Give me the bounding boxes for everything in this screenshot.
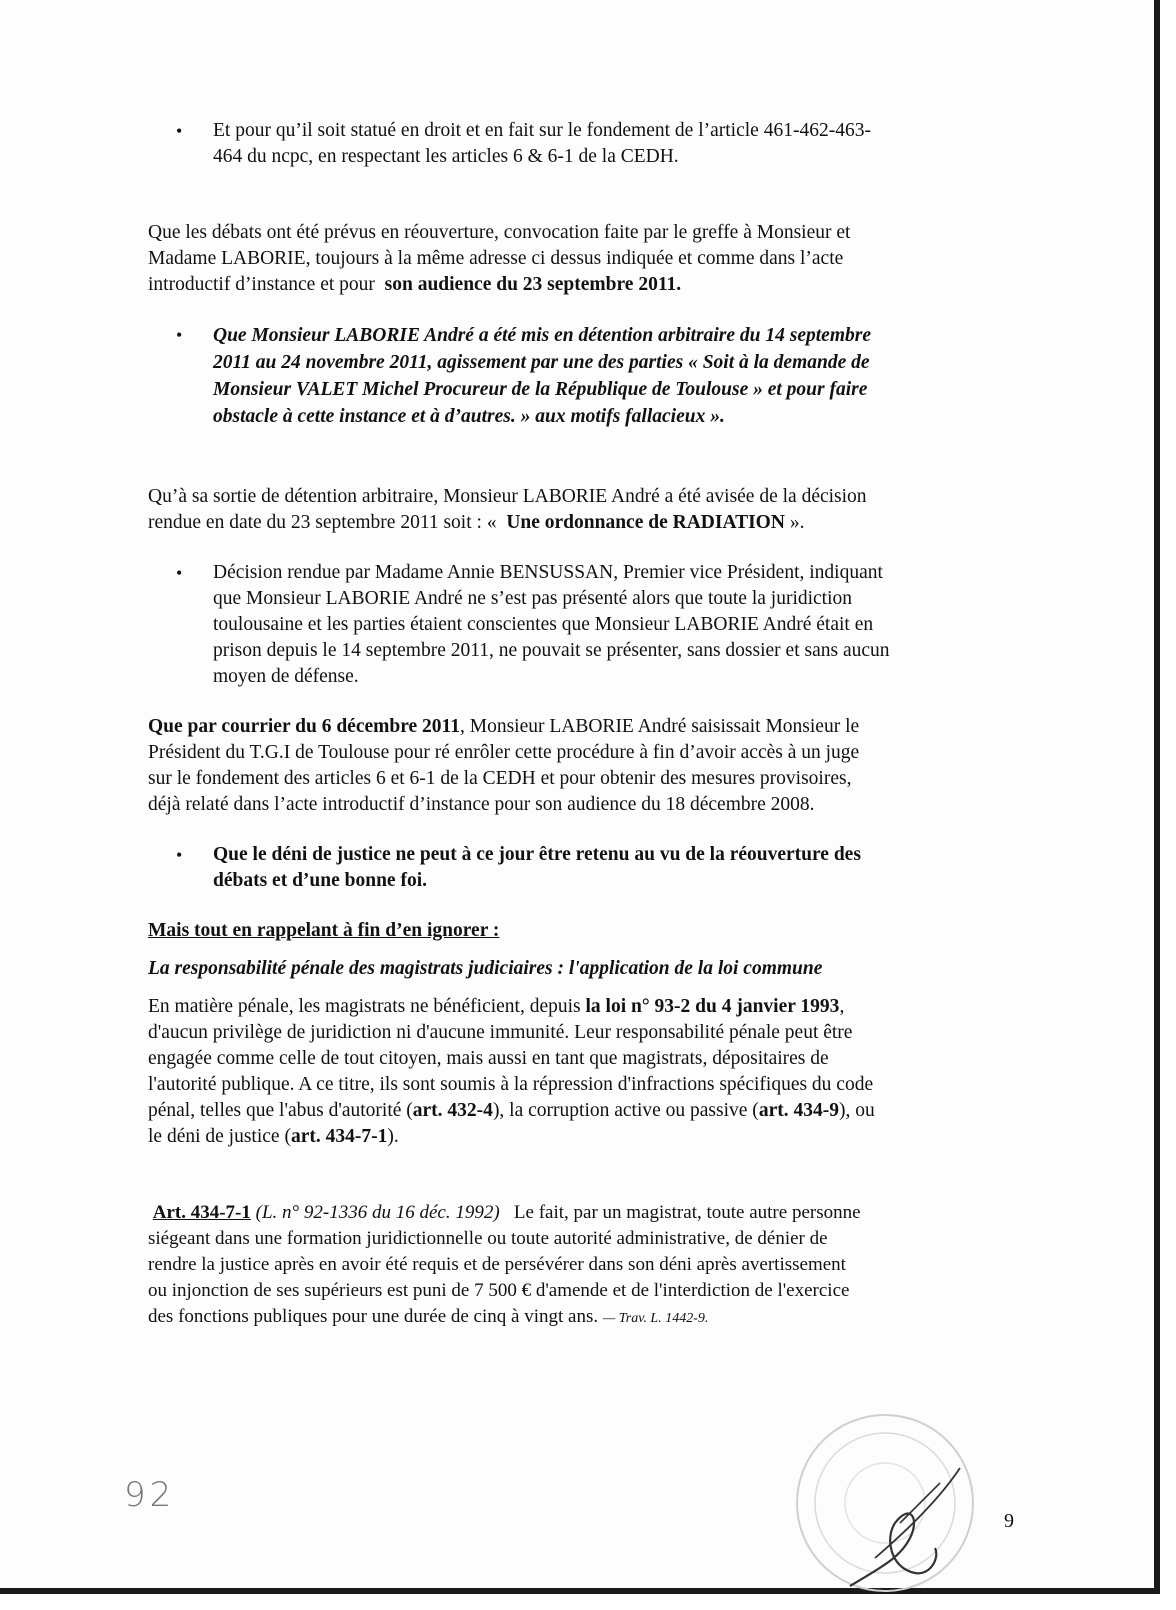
- trav-reference: — Trav. L. 1442-9.: [602, 1311, 709, 1326]
- text-line: 464 du ncpc, en respectant les articles 6 & 6-1 de la CEDH.: [213, 146, 679, 167]
- text-line: Que par courrier du 6 décembre 2011, Monsieur LABORIE André saisissait Monsieur le: [148, 716, 860, 737]
- text-line: déjà relaté dans l’acte introductif d’instance pour son audience du 18 décembre 2008.: [148, 794, 815, 815]
- text-line: débats et d’une bonne foi.: [213, 870, 427, 891]
- text-line: En matière pénale, les magistrats ne bénéficient, depuis la loi n° 93-2 du 4 janvier 1993,: [148, 996, 845, 1017]
- text-line: Président du T.G.I de Toulouse pour ré enrôler cette procédure à fin d’avoir accès à un juge: [148, 742, 860, 763]
- page-content: [148, 118, 1014, 1332]
- text-line: Que Monsieur LABORIE André a été mis en détention arbitraire du 14 septembre: [213, 325, 871, 346]
- text-line: d'aucun privilège de juridiction ni d'aucune immunité. Leur responsabilité pénale peut être: [148, 1022, 853, 1043]
- text-line: Que les débats ont été prévus en réouverture, convocation faite par le greffe à Monsieur et: [148, 222, 851, 243]
- paragraph-matiere-penale: [148, 994, 1014, 1150]
- text-line: Art. 434-7-1 (L. n° 92-1336 du 16 déc. 1992) Le fait, par un magistrat, toute autre personne: [152, 1202, 861, 1223]
- paragraph-article-434-7-1: [148, 1200, 1014, 1332]
- text-line: siégeant dans une formation juridictionnelle ou toute autorité administrative, de dénier de: [148, 1228, 828, 1249]
- article-reference: Art. 434-7-1: [152, 1202, 251, 1223]
- bold-text: la loi n° 93-2 du 4 janvier 1993: [585, 996, 840, 1017]
- bullet-icon: •: [176, 845, 183, 865]
- text-line: des fonctions publiques pour une durée de cinq à vingt ans. — Trav. L. 1442-9.: [148, 1306, 709, 1327]
- stamp-signature-icon: [790, 1408, 990, 1608]
- text-line: Que le déni de justice ne peut à ce jour être retenu au vu de la réouverture des: [213, 844, 861, 865]
- bullet-item-deni: [148, 842, 1014, 894]
- section-subheading: La responsabilité pénale des magistrats judiciaires : l'application de la loi commune: [148, 958, 823, 979]
- text-line: le déni de justice (art. 434-7-1).: [148, 1126, 399, 1147]
- text-line: sur le fondement des articles 6 et 6-1 de la CEDH et pour obtenir des mesures provisoires,: [148, 768, 852, 789]
- text-line: introductif d’instance et pour son audience du 23 septembre 2011.: [148, 274, 682, 295]
- bullet-icon: •: [176, 121, 183, 141]
- section-heading: Mais tout en rappelant à fin d’en ignorer :: [148, 920, 500, 941]
- text-line: toulousaine et les parties étaient conscientes que Monsieur LABORIE André était en: [213, 614, 874, 635]
- bullet-item-detention: [148, 322, 1014, 430]
- bullet-item-decision: [148, 560, 1014, 690]
- text-line: 2011 au 24 novembre 2011, agissement par une des parties « Soit à la demande de: [213, 352, 870, 373]
- paragraph-debats: [148, 220, 1014, 298]
- page-number: 9: [1004, 1510, 1014, 1532]
- text-line: rendre la justice après en avoir été requis et de persévérer dans son déni après avertissement: [148, 1254, 846, 1275]
- text-line: obstacle à cette instance et à d’autres. » aux motifs fallacieux ».: [213, 406, 725, 427]
- text-line: que Monsieur LABORIE André ne s’est pas présenté alors que toute la juridiction: [213, 588, 853, 609]
- text-line: engagée comme celle de tout citoyen, mais aussi en tant que magistrats, dépositaires de: [148, 1048, 829, 1069]
- text-line: Madame LABORIE, toujours à la même adresse ci dessus indiquée et comme dans l’acte: [148, 248, 844, 269]
- text-line: Monsieur VALET Michel Procureur de la République de Toulouse » et pour faire: [213, 379, 868, 400]
- bold-text: Une ordonnance de RADIATION: [506, 512, 785, 533]
- bullet-icon: •: [176, 325, 183, 345]
- bold-text: Que par courrier du 6 décembre 2011: [148, 716, 460, 737]
- text-line: rendue en date du 23 septembre 2011 soit : « Une ordonnance de RADIATION ».: [148, 512, 805, 533]
- text-line: pénal, telles que l'abus d'autorité (art. 432-4), la corruption active ou passive (art. 434-9), ou: [148, 1100, 875, 1121]
- bullet-item-article: [148, 118, 1014, 170]
- bullet-icon: •: [176, 563, 183, 583]
- text-line: l'autorité publique. A ce titre, ils sont soumis à la répression d'infractions spécifiques du code: [148, 1074, 874, 1095]
- handwritten-number: 92: [124, 1475, 176, 1515]
- text-line: Décision rendue par Madame Annie BENSUSSAN, Premier vice Président, indiquant: [213, 562, 883, 583]
- text-line: prison depuis le 14 septembre 2011, ne pouvait se présenter, sans dossier et sans aucun: [213, 640, 890, 661]
- text-line: Et pour qu’il soit statué en droit et en fait sur le fondement de l’article 461-462-463-: [213, 120, 871, 141]
- text-line: Qu’à sa sortie de détention arbitraire, Monsieur LABORIE André a été avisée de la décision: [148, 486, 867, 507]
- text-line: ou injonction de ses supérieurs est puni de 7 500 € d'amende et de l'interdiction de l'exercice: [148, 1280, 850, 1301]
- paragraph-courrier: [148, 714, 1014, 818]
- paragraph-sortie: [148, 484, 1014, 536]
- text-line: moyen de défense.: [213, 666, 359, 687]
- bold-text: son audience du 23 septembre 2011.: [384, 274, 682, 295]
